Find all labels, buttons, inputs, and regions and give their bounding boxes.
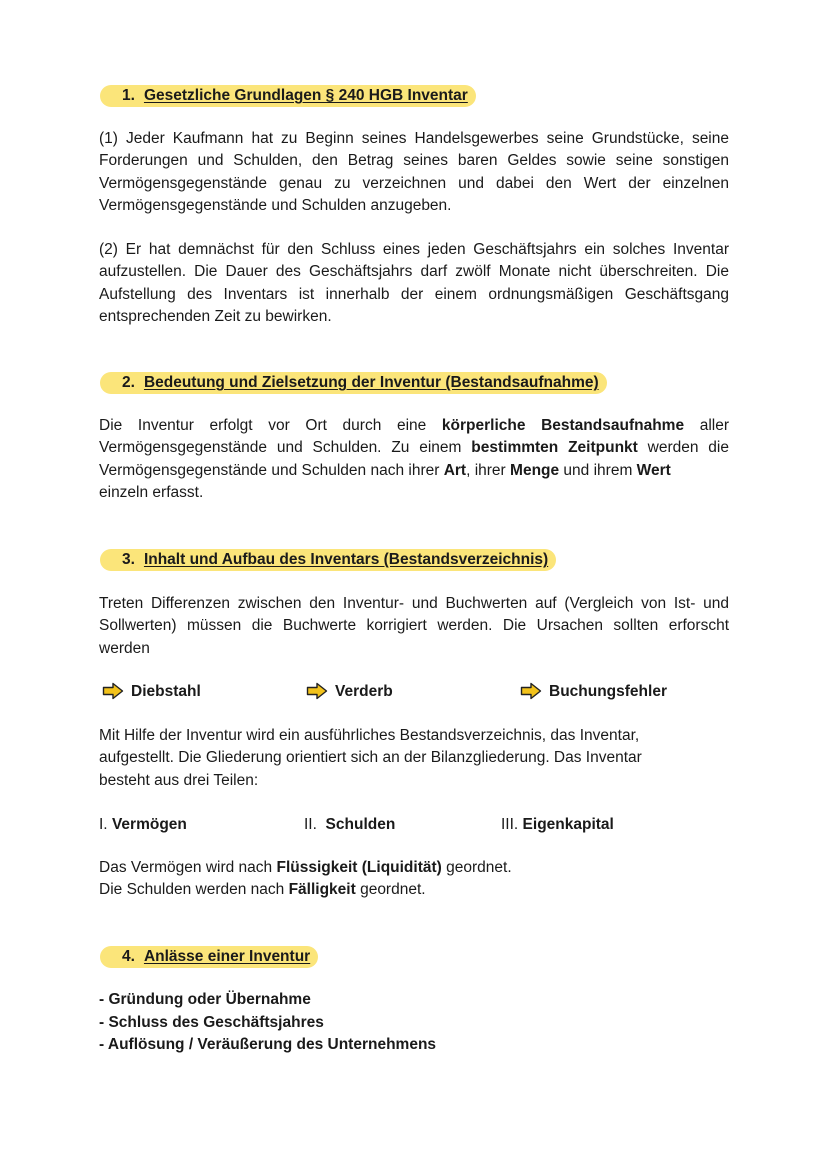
part-number: II. (304, 816, 317, 833)
section-3-paragraph-1 (99, 593, 729, 660)
text-line (99, 857, 729, 879)
text-run: werden die (637, 439, 729, 457)
section-title: Anlässe einer Inventur (143, 948, 311, 965)
text-run: geordnet. (441, 859, 512, 876)
cause-label: Buchungsfehler (549, 683, 667, 700)
section-3-heading (100, 549, 556, 571)
section-3-ordering (99, 857, 729, 902)
list-item: - Schluss des Geschäftsjahres (99, 1014, 324, 1031)
section-number: 4. (122, 948, 135, 965)
bold-term: bestimmten Zeitpunkt (471, 439, 638, 457)
cause-buchungsfehler (520, 681, 667, 703)
text-line: werden (99, 639, 150, 657)
arrow-right-icon (520, 682, 542, 700)
inventar-part-2 (304, 814, 395, 836)
cause-diebstahl (102, 681, 201, 703)
bold-term: Fälligkeit (288, 881, 356, 899)
section-2-paragraph (99, 415, 729, 504)
text-run: und ihrem (559, 461, 637, 479)
text-run: Vermögensgegenstände und Schulden. Zu einem (99, 439, 472, 457)
list-item: - Gründung oder Übernahme (99, 991, 311, 1008)
text-line (99, 460, 729, 482)
text-line: (1) Jeder Kaufmann hat zu Beginn seines Handelsgewerbes seine Grundstücke, seine (99, 130, 729, 147)
text-line: einzeln erfasst. (99, 483, 204, 501)
part-number: I. (99, 816, 108, 833)
text-line (99, 879, 729, 901)
text-line (99, 437, 729, 459)
text-line: Sollwerten) müssen die Buchwerte korrigiert werden. Die Ursachen sollten erforscht (99, 617, 729, 635)
text-line: Vermögensgegenstände und Schulden anzugeben. (99, 196, 452, 214)
bold-term: Menge (510, 461, 560, 479)
section-title: Inhalt und Aufbau des Inventars (Bestandsverzeichnis) (143, 551, 549, 568)
text-line: Treten Differenzen zwischen den Inventur- und Buchwerten auf (Vergleich von Ist- und (99, 595, 729, 612)
text-line: aufzustellen. Die Dauer des Geschäftsjahrs darf zwölf Monate nicht überschreiten. Die (99, 263, 729, 281)
section-title: Gesetzliche Grundlagen § 240 HGB Inventar (143, 87, 468, 104)
bold-term: körperliche Bestandsaufnahme (441, 417, 685, 434)
cause-label: Verderb (335, 683, 393, 700)
inventar-part-1 (99, 814, 187, 836)
section-1-paragraph-1 (99, 128, 729, 217)
text-line: Forderungen und Schulden, den Betrag seines baren Geldes sowie seine sonstigen (99, 152, 729, 170)
text-line: entsprechenden Zeit zu bewirken. (99, 307, 332, 325)
part-number: III. (501, 816, 519, 833)
text-run: Die Schulden werden nach (99, 881, 289, 899)
section-number: 3. (122, 551, 135, 568)
section-number: 2. (122, 374, 135, 391)
text-run: Die Inventur erfolgt vor Ort durch eine (99, 417, 442, 434)
inventar-part-3 (501, 814, 614, 836)
bold-term: Art (443, 461, 467, 479)
section-1-paragraph-2 (99, 239, 729, 328)
cause-label: Diebstahl (131, 683, 201, 700)
section-4-heading (100, 946, 318, 968)
section-1-heading (100, 85, 476, 107)
text-line: Mit Hilfe der Inventur wird ein ausführliches Bestandsverzeichnis, das Inventar, (99, 727, 640, 744)
text-run: , ihrer (466, 461, 511, 479)
text-run: Vermögensgegenstände und Schulden nach ihrer (99, 461, 444, 479)
section-title: Bedeutung und Zielsetzung der Inventur (Bestandsaufnahme) (143, 374, 599, 391)
part-label: Vermögen (111, 816, 187, 833)
text-line: aufgestellt. Die Gliederung orientiert sich an der Bilanzgliederung. Das Inventar (99, 749, 642, 767)
text-line: besteht aus drei Teilen: (99, 771, 259, 789)
list-item: - Auflösung / Veräußerung des Unternehmens (99, 1036, 437, 1053)
text-line (99, 415, 729, 437)
section-3-paragraph-2 (99, 725, 729, 792)
text-line: (2) Er hat demnächst für den Schluss eines jeden Geschäftsjahrs ein solches Inventar (99, 241, 729, 258)
arrow-right-icon (102, 682, 124, 700)
bold-term: Wert (636, 461, 671, 479)
cause-verderb (306, 681, 393, 703)
text-line: Aufstellung des Inventars ist innerhalb der einem ordnungsmäßigen Geschäftsgang (99, 285, 729, 303)
text-run: geordnet. (355, 881, 426, 899)
text-line: Vermögensgegenstände genau zu verzeichnen und dabei den Wert der einzelnen (99, 174, 729, 192)
part-label: Eigenkapital (522, 816, 614, 833)
bold-term: Flüssigkeit (Liquidität) (276, 859, 442, 876)
text-run: aller (684, 417, 729, 434)
part-label: Schulden (325, 816, 396, 833)
section-number: 1. (122, 87, 135, 104)
section-2-heading (100, 372, 607, 394)
arrow-right-icon (306, 682, 328, 700)
text-run: Das Vermögen wird nach (99, 859, 277, 876)
